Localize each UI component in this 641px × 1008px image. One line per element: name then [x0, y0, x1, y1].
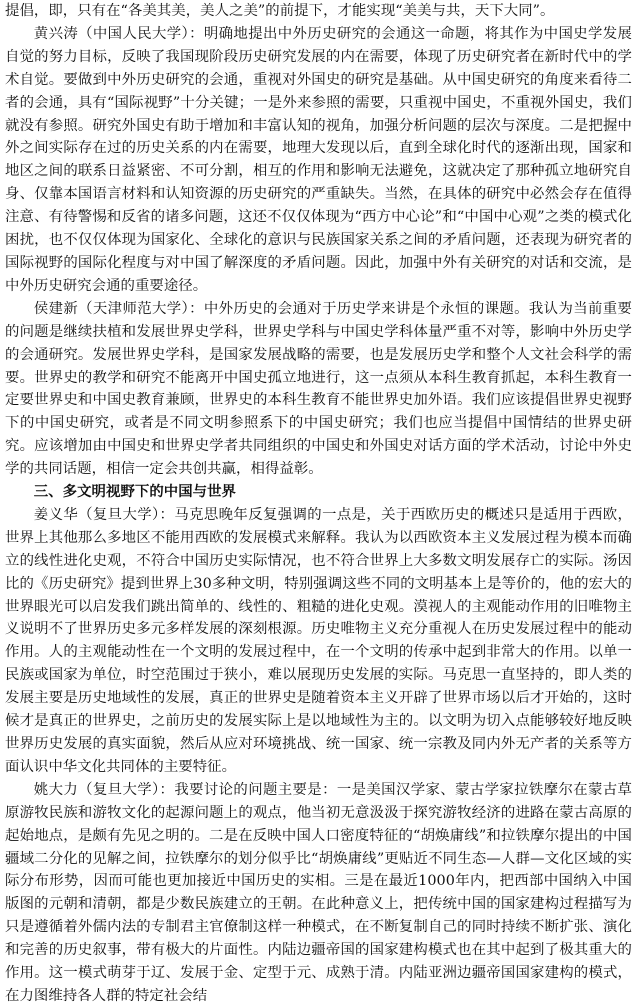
- paragraph-yao-dali: 姚大力（复旦大学）：我要讨论的问题主要是：一是美国汉学家、蒙古学家拉铁摩尔在蒙古草原游牧民族和游牧文化的起源问题上的观点，他当初无意汲汲于探究游牧经济的进路在蒙古高原的起始地点，是颇有先见之明的。二是在反映中国人口密度特征的“胡焕庸线”和拉铁摩尔提出的中国疆域二分化的见解之间，拉铁摩尔的划分似乎比“胡焕庸线”更贴近不同生态—人群—文化区域的实际分布形势，因而可能也更加接近中国历史的实相。三是在最近1000年内，把西部中国纳入中国版图的元朝和清朝，都是少数民族建立的王朝。在此种意义上，把传统中国的国家建构过程描写为只是遵循着外儒内法的专制君主官僚制这样一种模式，在不断复制自己的同时持续不断扩张、演化和完善的历史叙事，带有极大的片面性。内陆边疆帝国的国家建构模式也在其中起到了极其重大的作用。这一模式萌芽于辽、发展于金、定型于元、成熟于清。内陆亚洲边疆帝国国家建构的模式，在力图维持各人群的特定社会结: [5, 781, 632, 1004]
- paragraph-hou-jianxin: 侯建新（天津师范大学）：中外历史的会通对于历史学来讲是个永恒的课题。我认为当前重要的问题是继续扶植和发展世界史学科，世界史学科与中国史学科体量严重不对等，影响中外历史学的会通研究。发展世界史学科，是国家发展战略的需要，也是发展历史学和整个人文社会科学的需要。世界史的教学和研究不能离开中国史孤立地进行，这一点须从本科生教育抓起，本科生教育一定要世界史和中国史教育兼顾，世界史的本科生教育不能世界史加外语。我们应该提倡世界史视野下的中国史研究，或者是不同文明参照系下的中国史研究；我们也应当提倡中国情结的世界史研究。应该增加由中国史和世界史学者共同组织的中国史和外国史对话方面的学术活动，讨论中外史学的共同话题，相信一定会共创共赢，相得益彰。: [5, 300, 632, 478]
- section-heading: 三、多文明视野下的中国与世界: [33, 484, 236, 501]
- paragraph-huang-xingtao: 黄兴涛（中国人民大学）：明确地提出中外历史研究的会通这一命题，将其作为中国史学发展自觉的努力目标，反映了我国现阶段历史研究发展的内在需要，体现了历史研究者在新时代中的学术自觉。要做到中外历史研究的会通，重视对外国史的研究是基础。从中国史研究的角度来看待二者的会通，具有“国际视野”十分关键；一是外来参照的需要，只重视中国史，不重视外国史，我们就没有参照。研究外国史有助于增加和丰富认知的视角，加强分析问题的层次与深度。二是把握中外之间实际存在过的历史关系的内在需要，地理大发现以后，直到全球化时代的逐渐出现，国家和地区之间的联系日益紧密、不可分割，相互的作用和影响无法避免，这就决定了那种孤立地研究自身、仅靠本国语言材料和认知资源的历史研究的严重缺失。当然，在具体的研究中必然会存在值得注意、有待警惕和反省的诸多问题，这还不仅仅体现为“西方中心论”和“中国中心观”之类的模式化困扰，也不仅仅体现为国家化、全球化的意识与民族国家关系之间的矛盾问题，还表现为研究者的国际视野的国际化程度与对中国了解深度的矛盾问题。因此，加强中外有关研究的对话和交流，是中外历史研究会通的重要途径。: [5, 25, 632, 294]
- paragraph-jiang-yihua: 姜义华（复旦大学）：马克思晚年反复强调的一点是，关于西欧历史的概述只是适用于西欧，世界上其他那么多地区不能用西欧的发展模式来解释。我认为以西欧资本主义发展过程为模本而确立的线性进化史观，不符合中国历史实际情况，也不符合世界上大多数文明发展存亡的实际。汤因比的《历史研究》提到世界上30多种文明，特别强调这些不同的文明基本上是等价的，他的宏大的世界眼光可以启发我们跳出简单的、线性的、粗糙的进化史观。漠视人的主观能动作用的旧唯物主义说明不了世界历史多元多样发展的深刻根源。历史唯物主义充分重视人在历史发展过程中的能动作用。人的主观能动性在一个文明的发展过程中，在一个文明的传承中起到非常大的作用。以单一民族或国家为单位，时空范围过于狭小，难以展现历史发展的实际。马克思一直坚持的，即人类的发展主要是历史地域性的发展，真正的世界史是随着资本主义开辟了世界市场以后才开始的，这时候才是真正的世界史，之前历史的发展实际上是以地域性为主的。以文明为切入点能够较好地反映世界历史发展的真实面貌，然后从应对环境挑战、统一国家、统一宗教及同内外无产者的关系等方面认识中华文化共同体的主要特征。: [5, 506, 632, 775]
- paragraph-continued: 提倡，即，只有在“各美其美，美人之美”的前提下，才能实现“美美与共，天下大同”。: [5, 3, 555, 19]
